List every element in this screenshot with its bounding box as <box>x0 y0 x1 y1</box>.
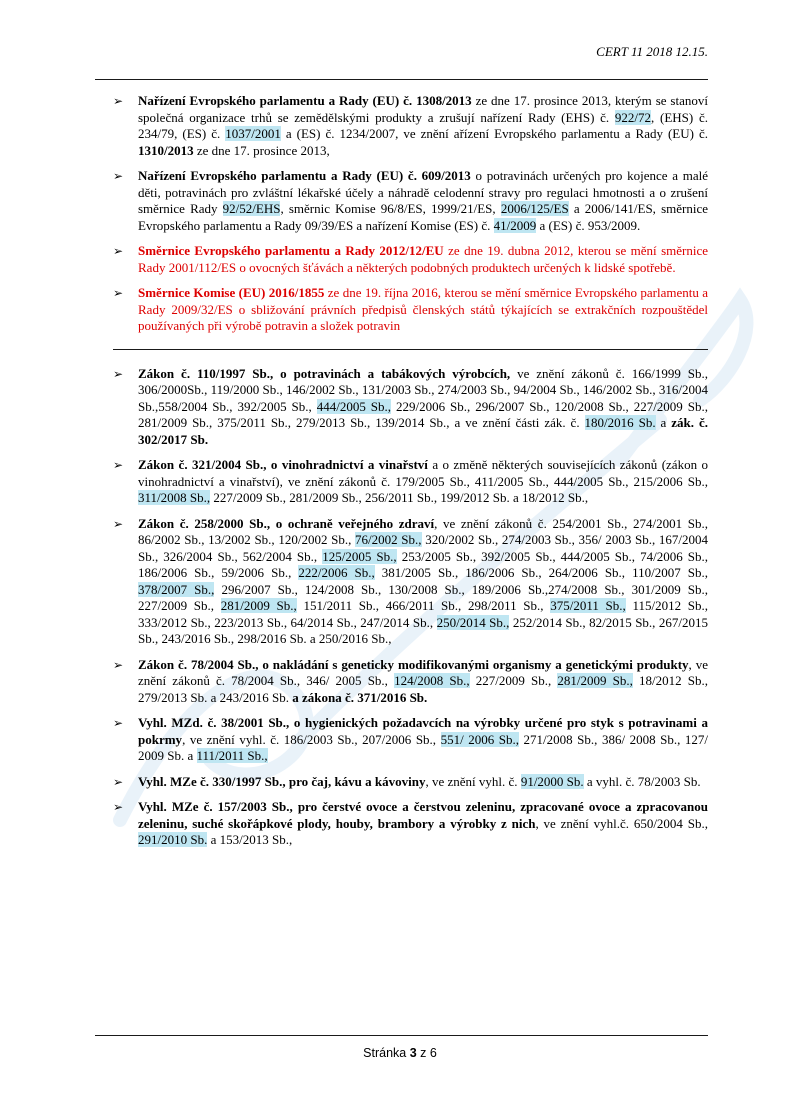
list-item-text <box>138 168 708 234</box>
segment-highlighted: 922/72 <box>614 109 652 125</box>
segment-highlighted: 444/2005 Sb., <box>316 398 392 414</box>
segment-bold: Zákon č. 110/1997 Sb., o potravinách a tabákových výrobcích, <box>138 365 511 381</box>
bullet-arrow-icon: ➢ <box>113 774 124 789</box>
segment-highlighted: 41/2009 <box>493 217 537 233</box>
segment-text: , ve znění zákonů č. 254/2001 Sb., 274/2001 Sb., 86/2002 Sb., 13/2002 Sb., 120/2002 Sb., <box>138 515 708 547</box>
segment-text: 227/2009 Sb., <box>469 673 558 688</box>
segment-text: , (EHS) č. 234/79, (ES) č. <box>138 109 708 141</box>
segment-highlighted: 76/2002 Sb., <box>355 532 422 547</box>
segment-highlighted: 111/2011 Sb., <box>196 748 268 763</box>
segment-highlighted: 281/2009 Sb., <box>220 598 297 613</box>
segment-text: 381/2005 Sb., 186/2006 Sb., 264/2006 Sb., 110/2007 Sb., <box>374 565 709 580</box>
segment-text: a vyhl. č. 78/2003 Sb. <box>583 773 701 789</box>
segment-bold: 1310/2013 <box>138 142 194 158</box>
segment-text: 320/2002 Sb., 274/2003 Sb., 356/ 2003 Sb., 167/2004 Sb., 326/2004 Sb., 562/2004 Sb., <box>138 532 709 564</box>
footer-separator: z <box>416 1046 430 1060</box>
bullet-arrow-icon: ➢ <box>113 716 124 730</box>
segment-text: ze dne 17. prosince 2013, <box>193 142 330 158</box>
segment-bold: Zákon č. 78/2004 Sb., o nakládání s geneticky modifikovanými organismy a genetickými produkty <box>138 656 689 672</box>
bullet-arrow-icon: ➢ <box>113 169 124 183</box>
bullet-arrow-icon: ➢ <box>113 458 124 472</box>
segment-text: ve znění zákonů č. 166/1999 Sb., 306/2000Sb., 119/2000 Sb., 146/2002 Sb., 131/2003 Sb., 274/2003 Sb., 94/2004 Sb., 146/2002 Sb., 316/2004 Sb.,558/2004 Sb., 392/2005 Sb., <box>138 365 708 414</box>
list-item-text <box>138 243 708 276</box>
list-item <box>95 799 708 849</box>
segment-bold: a zákona č. 371/2016 Sb. <box>288 689 428 705</box>
list-item-text <box>138 93 708 159</box>
segment-text: , ve znění vyhl. č. <box>425 773 521 789</box>
list-item <box>95 243 708 276</box>
list-item <box>95 285 708 335</box>
segment-text: , ve znění zákonů č. 78/2004 Sb., 346/ 2005 Sb., <box>138 656 708 688</box>
segment-text: , směrnic Komise 96/8/ES, 1999/21/ES, <box>280 201 501 216</box>
segment-highlighted: 378/2007 Sb., <box>138 581 215 597</box>
segment-text: 115/2012 Sb., 333/2012 Sb., 223/2013 Sb., 64/2014 Sb., 247/2014 Sb., <box>138 598 709 630</box>
segment-highlighted: 311/2008 Sb., <box>138 490 211 505</box>
list-item-text <box>138 366 708 449</box>
footer-page-number: 3 <box>409 1046 417 1060</box>
list-item <box>95 715 708 765</box>
segment-highlighted: 2006/125/ES <box>500 201 569 216</box>
segment-bold: Vyhl. MZd. č. 38/2001 Sb., o hygienických požadavcích na výrobky určené pro styk s potravinami a pokrmy <box>138 715 708 747</box>
segment-highlighted: 1037/2001 <box>225 126 281 141</box>
segment-text: 229/2006 Sb., 296/2007 Sb., 120/2008 Sb., 227/2009 Sb., 281/2009 Sb., 375/2011 Sb., 279/2013 Sb., 139/2014 Sb., a ve znění části zák. č. <box>138 398 708 430</box>
footer-page-total: 6 <box>429 1046 437 1060</box>
header-doc-ref: CERT 11 2018 12.15. <box>596 44 708 59</box>
segment-highlighted: 92/52/EHS <box>222 201 281 216</box>
list-item-text <box>138 715 708 765</box>
bullet-arrow-icon: ➢ <box>113 286 124 300</box>
segment-bold: Nařízení Evropského parlamentu a Rady (EU) č. 1308/2013 <box>138 93 472 108</box>
segment-text: 151/2011 Sb., 466/2011 Sb., 298/2011 Sb., <box>296 598 551 613</box>
segment-highlighted: 125/2005 Sb., <box>322 548 397 564</box>
segment-text: 296/2007 Sb., 124/2008 Sb., 130/2008 Sb., 189/2006 Sb.,274/2008 Sb., 301/2009 Sb., 227/2009 Sb., <box>138 581 709 613</box>
segment-text: a <box>655 415 672 430</box>
segment-text: , ve znění vyhl. č. 186/2003 Sb., 207/2006 Sb., <box>182 731 441 747</box>
footer-rule <box>95 1035 708 1036</box>
bullet-arrow-icon: ➢ <box>113 244 124 258</box>
section-divider <box>113 349 708 350</box>
segment-bold: Směrnice Komise (EU) 2016/1855 <box>138 285 325 300</box>
list-item <box>95 168 708 234</box>
segment-text: 227/2009 Sb., 281/2009 Sb., 256/2011 Sb., 199/2012 Sb. a 18/2012 Sb., <box>210 490 589 505</box>
segment-text: 18/2012 Sb., 279/2013 Sb. a 243/2016 Sb. <box>138 673 709 705</box>
segment-bold: Zákon č. 258/2000 Sb., o ochraně veřejného zdraví <box>138 515 435 531</box>
list-item <box>95 366 708 449</box>
segment-bold: Směrnice Evropského parlamentu a Rady 2012/12/EU <box>138 243 444 258</box>
footer-label: Stránka <box>363 1046 410 1060</box>
segment-text: ze dne 19. dubna 2012, kterou se mění směrnice Rady 2001/112/ES o ovocných šťávách a některých podobných produktech určených k lidské spotřebě. <box>138 243 708 275</box>
bullet-arrow-icon: ➢ <box>113 800 124 815</box>
segment-text: a 153/2013 Sb., <box>207 832 293 848</box>
segment-highlighted: 375/2011 Sb., <box>550 598 626 613</box>
list-item-text <box>138 516 708 648</box>
list-item <box>95 93 708 159</box>
segment-text: 271/2008 Sb., 386/ 2008 Sb., 127/ 2009 Sb. a <box>138 731 708 763</box>
list-item-text <box>138 285 708 335</box>
list-item <box>95 774 708 791</box>
list-item-text <box>138 457 708 507</box>
regulation-list <box>95 93 708 858</box>
list-item-text <box>138 774 708 791</box>
page-footer <box>0 1046 800 1060</box>
segment-text: o potravinách určených pro kojence a malé děti, potravinách pro zvláštní lékařské účely a náhradě celodenní stravy pro regulaci hmotnosti a o zrušení směrnice Rady <box>138 168 708 216</box>
segment-highlighted: 551/ 2006 Sb., <box>440 731 519 747</box>
segment-text: ze dne 19. října 2016, kterou se mění směrnice Evropského parlamentu a Rady 2009/32/ES o sbližování právních předpisů členských států týkajících se extrakčních rozpouštědel používaných při výrobě potravin a složek potravin <box>138 285 708 333</box>
segment-text: ze dne 17. prosince 2013, kterým se stanoví společná organizace trhů se zemědělskými produkty a zrušují nařízení Rady (EHS) č. <box>138 93 708 125</box>
segment-highlighted: 250/2014 Sb., <box>436 614 510 630</box>
segment-highlighted: 222/2006 Sb., <box>298 565 375 580</box>
bullet-arrow-icon: ➢ <box>113 94 124 108</box>
segment-text: a (ES) č. 953/2009. <box>536 217 641 233</box>
segment-highlighted: 281/2009 Sb., <box>557 673 633 688</box>
segment-text: 253/2005 Sb., 392/2005 Sb., 444/2005 Sb., 74/2006 Sb., 186/2006 Sb., 59/2006 Sb., <box>138 548 708 580</box>
segment-text: , ve znění vyhl.č. 650/2004 Sb., <box>535 815 708 831</box>
segment-highlighted: 124/2008 Sb., <box>394 673 470 688</box>
list-item <box>95 457 708 507</box>
bullet-arrow-icon: ➢ <box>113 366 124 381</box>
list-item-text <box>138 799 708 849</box>
segment-text: 252/2014 Sb., 82/2015 Sb., 267/2015 Sb., 243/2016 Sb., 298/2016 Sb. a 250/2016 Sb., <box>138 614 709 646</box>
list-item-text <box>138 657 708 707</box>
segment-bold: zák. č. 302/2017 Sb. <box>138 415 708 447</box>
header-rule <box>95 79 708 80</box>
segment-text: a (ES) č. 1234/2007, ve znění ařízení Evropského parlamentu a Rady (EU) č. <box>280 126 708 141</box>
bullet-arrow-icon: ➢ <box>113 516 124 531</box>
segment-bold: Vyhl. MZe č. 330/1997 Sb., pro čaj, kávu a kávoviny <box>138 773 426 789</box>
list-item <box>95 516 708 648</box>
segment-bold: Nařízení Evropského parlamentu a Rady (EU) č. 609/2013 <box>138 168 471 183</box>
segment-text: a 2006/141/ES, směrnice Evropského parlamentu a Rady 09/39/ES a nařízení Komise (ES) č. <box>138 201 708 233</box>
list-item <box>95 657 708 707</box>
bullet-arrow-icon: ➢ <box>113 657 124 672</box>
segment-bold: Zákon č. 321/2004 Sb., o vinohradnictví a vinařství <box>138 457 428 472</box>
segment-bold: Vyhl. MZe č. 157/2003 Sb., pro čerstvé ovoce a čerstvou zeleninu, zpracované ovoce a zpracovanou zeleninu, suché skořápkové plody, houby, brambory a výrobky z nich <box>138 799 708 831</box>
segment-text: a o změně některých souvisejících zákonů (zákon o vinohradnictví a vinařství), ve znění zákonů č. 179/2005 Sb., 411/2005 Sb., 444/2005 Sb., 215/2006 Sb., <box>138 457 708 489</box>
segment-highlighted: 180/2016 Sb. <box>584 415 656 430</box>
segment-highlighted: 291/2010 Sb. <box>138 832 208 848</box>
segment-highlighted: 91/2000 Sb. <box>520 773 584 789</box>
